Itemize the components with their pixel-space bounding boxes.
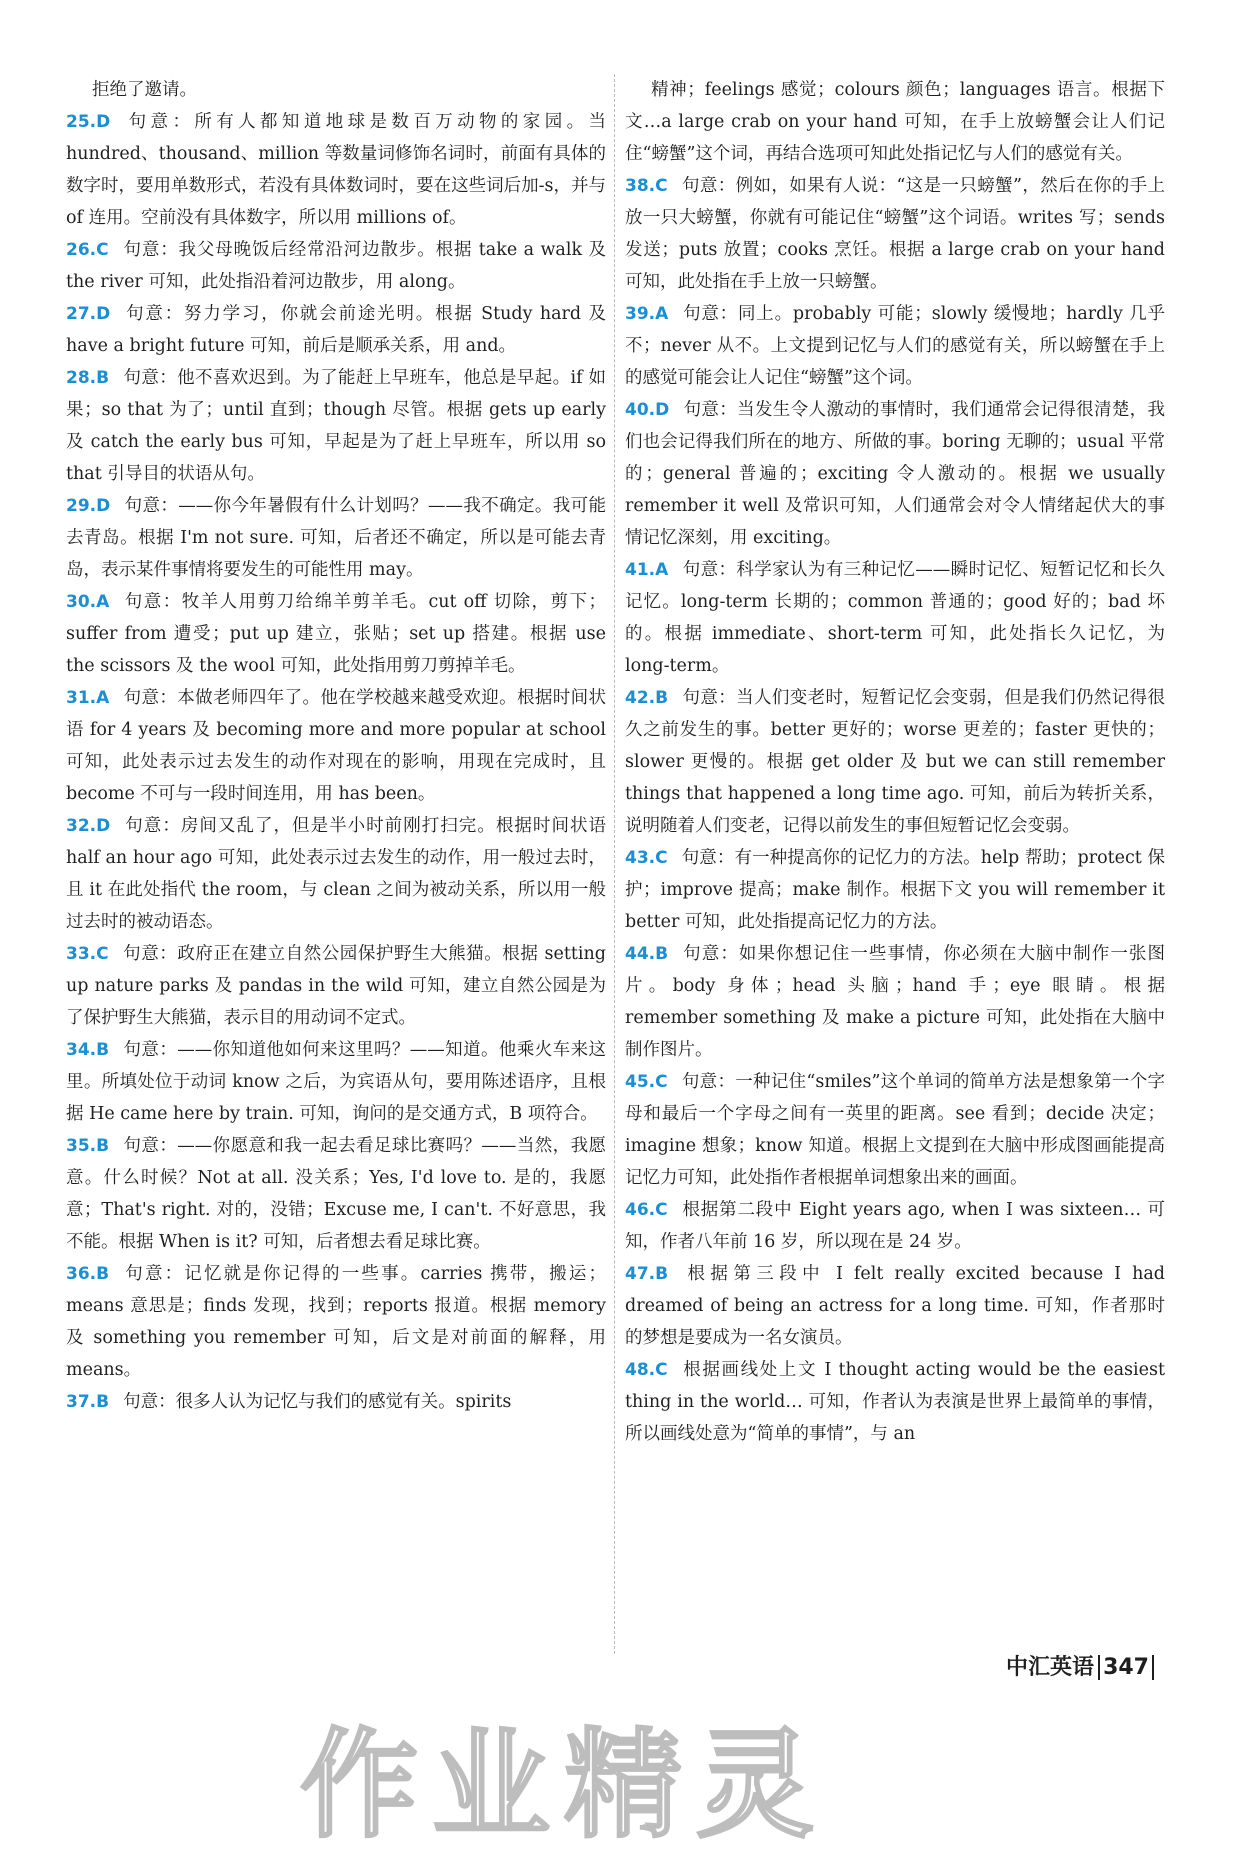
answer-letter: D	[96, 496, 111, 516]
explanation-text: 根据第三段中 I felt really excited because I had dreamed of being an actress for a long time. 可知，作者那时的梦想是要成为一名女演员。	[625, 1264, 1165, 1348]
question-number: 30.	[66, 592, 97, 612]
question-number: 41.	[625, 560, 656, 580]
answer-letter: C	[655, 1200, 668, 1220]
explanation-text: 句意：一种记住“smiles”这个单词的简单方法是想象第一个字母和最后一个字母之间有一英里的距离。see 看到；decide 决定；imagine 想象；know 知道。根据上文提到在大脑中形成图画能提高记忆力可知，此处指作者根据单词想象出来的画面。	[625, 1072, 1165, 1188]
right-column	[625, 74, 1165, 1450]
question-number: 25.	[66, 112, 97, 132]
answer-entry	[625, 298, 1165, 394]
book-title: 中汇英语	[1006, 1655, 1095, 1680]
answer-entry	[66, 1034, 606, 1130]
answer-entry	[625, 1258, 1165, 1354]
answer-entry	[625, 938, 1165, 1066]
question-number: 33.	[66, 944, 97, 964]
page-number: 347	[1098, 1655, 1154, 1680]
explanation-text: 拒绝了邀请。	[92, 80, 197, 100]
question-number: 38.	[625, 176, 656, 196]
answer-letter: D	[655, 400, 670, 420]
answer-letter: B	[655, 1264, 669, 1284]
answer-entry	[625, 842, 1165, 938]
answer-entry	[66, 938, 606, 1034]
answer-letter: C	[96, 944, 109, 964]
question-number: 46.	[625, 1200, 656, 1220]
explanation-text: 句意：当发生令人激动的事情时，我们通常会记得很清楚，我们也会记得我们所在的地方、所做的事。boring 无聊的；usual 平常的；general 普遍的；exciting 令人激动的。根据 we usually remember it well 及常识可知，人们通常会对令人情绪起伏大的事情记忆深刻，用 exciting。	[625, 400, 1165, 548]
answer-letter: A	[96, 688, 110, 708]
answer-entry	[66, 298, 606, 362]
answer-letter: D	[96, 816, 111, 836]
question-number: 44.	[625, 944, 656, 964]
explanation-text: 句意：我父母晚饭后经常沿河边散步。根据 take a walk 及 the river 可知，此处指沿着河边散步，用 along。	[66, 240, 606, 292]
answer-entry	[625, 1066, 1165, 1194]
answer-entry	[66, 682, 606, 810]
explanation-text: 句意：——你今年暑假有什么计划吗？——我不确定。我可能去青岛。根据 I'm not sure. 可知，后者还不确定，所以是可能去青岛，表示某件事情将要发生的可能性用 may。	[66, 496, 606, 580]
answer-letter: D	[96, 304, 111, 324]
question-number: 31.	[66, 688, 97, 708]
question-number: 37.	[66, 1392, 97, 1412]
answer-letter: B	[655, 944, 669, 964]
answer-letter: A	[655, 560, 669, 580]
answer-entry	[66, 810, 606, 938]
explanation-text: 句意：努力学习，你就会前途光明。根据 Study hard 及 have a bright future 可知，前后是顺承关系，用 and。	[66, 304, 606, 356]
left-column	[66, 74, 606, 1418]
answer-letter: B	[96, 1392, 110, 1412]
answer-letter: B	[655, 688, 669, 708]
answer-entry	[625, 554, 1165, 682]
answer-letter: C	[96, 240, 109, 260]
answer-letter: B	[96, 1040, 110, 1060]
answer-entry	[66, 490, 606, 586]
question-number: 40.	[625, 400, 656, 420]
answer-letter: C	[655, 848, 668, 868]
answer-entry	[66, 362, 606, 490]
question-number: 47.	[625, 1264, 656, 1284]
explanation-text: 句意：有一种提高你的记忆力的方法。help 帮助；protect 保护；improve 提高；make 制作。根据下文 you will remember it better 可知，此处指提高记忆力的方法。	[625, 848, 1165, 932]
explanation-text: 句意：政府正在建立自然公园保护野生大熊猫。根据 setting up nature parks 及 pandas in the wild 可知，建立自然公园是为了保护野生大熊猫，表示目的用动词不定式。	[66, 944, 606, 1028]
explanation-text: 句意：房间又乱了，但是半小时前刚打扫完。根据时间状语 half an hour ago 可知，此处表示过去发生的动作，用一般过去时，且 it 在此处指代 the room，与 clean 之间为被动关系，所以用一般过去时的被动语态。	[66, 816, 606, 932]
explanation-text: 句意：同上。probably 可能；slowly 缓慢地；hardly 几乎不；never 从不。上文提到记忆与人们的感觉有关，所以螃蟹在手上的感觉可能会让人记住“螃蟹”这个词。	[625, 304, 1165, 388]
answer-entry	[66, 1258, 606, 1386]
question-number: 45.	[625, 1072, 656, 1092]
answer-entry	[66, 586, 606, 682]
answer-letter: C	[655, 1072, 668, 1092]
explanation-text: 根据第二段中 Eight years ago, when I was sixteen… 可知，作者八年前 16 岁，所以现在是 24 岁。	[625, 1200, 1165, 1252]
answer-letter: D	[96, 112, 111, 132]
answer-letter: C	[655, 1360, 668, 1380]
question-number: 34.	[66, 1040, 97, 1060]
explanation-text: 句意：很多人认为记忆与我们的感觉有关。spirits	[123, 1392, 512, 1412]
explanation-text: 句意：所有人都知道地球是数百万动物的家园。当 hundred、thousand、million 等数量词修饰名词时，前面有具体的数字时，要用单数形式，若没有具体数词时，要在这些词后加-s，并与 of 连用。空前没有具体数字，所以用 millions of。	[66, 112, 606, 228]
explanation-text: 句意：他不喜欢迟到。为了能赶上早班车，他总是早起。if 如果；so that 为了；until 直到；though 尽管。根据 gets up early 及 catch the early bus 可知，早起是为了赶上早班车，所以用 so that 引导目的状语从句。	[66, 368, 606, 484]
answer-letter: A	[96, 592, 110, 612]
explanation-text: 句意：——你愿意和我一起去看足球比赛吗？——当然，我愿意。什么时候？Not at all. 没关系；Yes, I'd love to. 是的，我愿意；That's right. 对的，没错；Excuse me, I can't. 不好意思，我不能。根据 When is it? 可知，后者想去看足球比赛。	[66, 1136, 606, 1252]
explanation-text: 句意：科学家认为有三种记忆——瞬时记忆、短暂记忆和长久记忆。long-term 长期的；common 普通的；good 好的；bad 坏的。根据 immediate、short-term 可知，此处指长久记忆，为 long-term。	[625, 560, 1165, 676]
explanation-text: 句意：记忆就是你记得的一些事。carries 携带，搬运；means 意思是；finds 发现，找到；reports 报道。根据 memory 及 something you remember 可知，后文是对前面的解释，用 means。	[66, 1264, 606, 1380]
answer-entry	[66, 1386, 606, 1418]
question-number: 27.	[66, 304, 97, 324]
question-number: 32.	[66, 816, 97, 836]
question-number: 26.	[66, 240, 97, 260]
question-number: 36.	[66, 1264, 97, 1284]
answer-entry	[625, 170, 1165, 298]
answer-entry	[625, 394, 1165, 554]
explanation-text: 句意：例如，如果有人说：“这是一只螃蟹”，然后在你的手上放一只大螃蟹，你就有可能记住“螃蟹”这个词语。writes 写；sends 发送；puts 放置；cooks 烹饪。根据 a large crab on your hand 可知，此处指在手上放一只螃蟹。	[625, 176, 1165, 292]
question-number: 28.	[66, 368, 97, 388]
question-number: 29.	[66, 496, 97, 516]
answer-entry-continuation	[625, 74, 1165, 170]
question-number: 39.	[625, 304, 656, 324]
question-number: 42.	[625, 688, 656, 708]
explanation-text: 句意：——你知道他如何来这里吗？——知道。他乘火车来这里。所填处位于动词 know 之后，为宾语从句，要用陈述语序，且根据 He came here by train. 可知，询问的是交通方式，B 项符合。	[66, 1040, 606, 1124]
question-number: 43.	[625, 848, 656, 868]
explanation-text: 根据画线处上文 I thought acting would be the easiest thing in the world… 可知，作者认为表演是世界上最简单的事情，所以画线处意为“简单的事情”，与 an	[625, 1360, 1165, 1444]
answer-letter: A	[655, 304, 669, 324]
answer-entry	[625, 1194, 1165, 1258]
answer-letter: C	[655, 176, 668, 196]
answer-letter: B	[96, 368, 110, 388]
explanation-text: 句意：如果你想记住一些事情，你必须在大脑中制作一张图片。body 身体；head 头脑；hand 手；eye 眼睛。根据 remember something 及 make a picture 可知，此处指在大脑中制作图片。	[625, 944, 1165, 1060]
explanation-text: 句意：当人们变老时，短暂记忆会变弱，但是我们仍然记得很久之前发生的事。better 更好的；worse 更差的；faster 更快的；slower 更慢的。根据 get older 及 but we can still remember things that happened a long time ago. 可知，前后为转折关系，说明随着人们变老，记得以前发生的事但短暂记忆会变弱。	[625, 688, 1165, 836]
explanation-text: 句意：牧羊人用剪刀给绵羊剪羊毛。cut off 切除，剪下；suffer from 遭受；put up 建立，张贴；set up 搭建。根据 use the scissors 及 the wool 可知，此处指用剪刀剪掉羊毛。	[66, 592, 606, 676]
answer-letter: B	[96, 1264, 110, 1284]
answer-entry	[625, 682, 1165, 842]
explanation-text: 句意：本做老师四年了。他在学校越来越受欢迎。根据时间状语 for 4 years 及 becoming more and more popular at school 可知，此处表示过去发生的动作对现在的影响，用现在完成时，且 become 不可与一段时间连用，用 has been。	[66, 688, 606, 804]
answer-entry	[66, 234, 606, 298]
answer-letter: B	[96, 1136, 110, 1156]
answer-entry	[66, 1130, 606, 1258]
answer-entry	[66, 106, 606, 234]
question-number: 48.	[625, 1360, 656, 1380]
page-footer	[1006, 1650, 1154, 1681]
question-number: 35.	[66, 1136, 97, 1156]
column-divider	[614, 74, 615, 1654]
answer-entry-continuation	[66, 74, 606, 106]
answer-entry	[625, 1354, 1165, 1450]
watermark: 作业精灵	[300, 1716, 829, 1854]
explanation-text: 精神；feelings 感觉；colours 颜色；languages 语言。根据下文…a large crab on your hand 可知，在手上放螃蟹会让人们记住“螃蟹”这个词，再结合选项可知此处指记忆与人们的感觉有关。	[625, 80, 1165, 164]
